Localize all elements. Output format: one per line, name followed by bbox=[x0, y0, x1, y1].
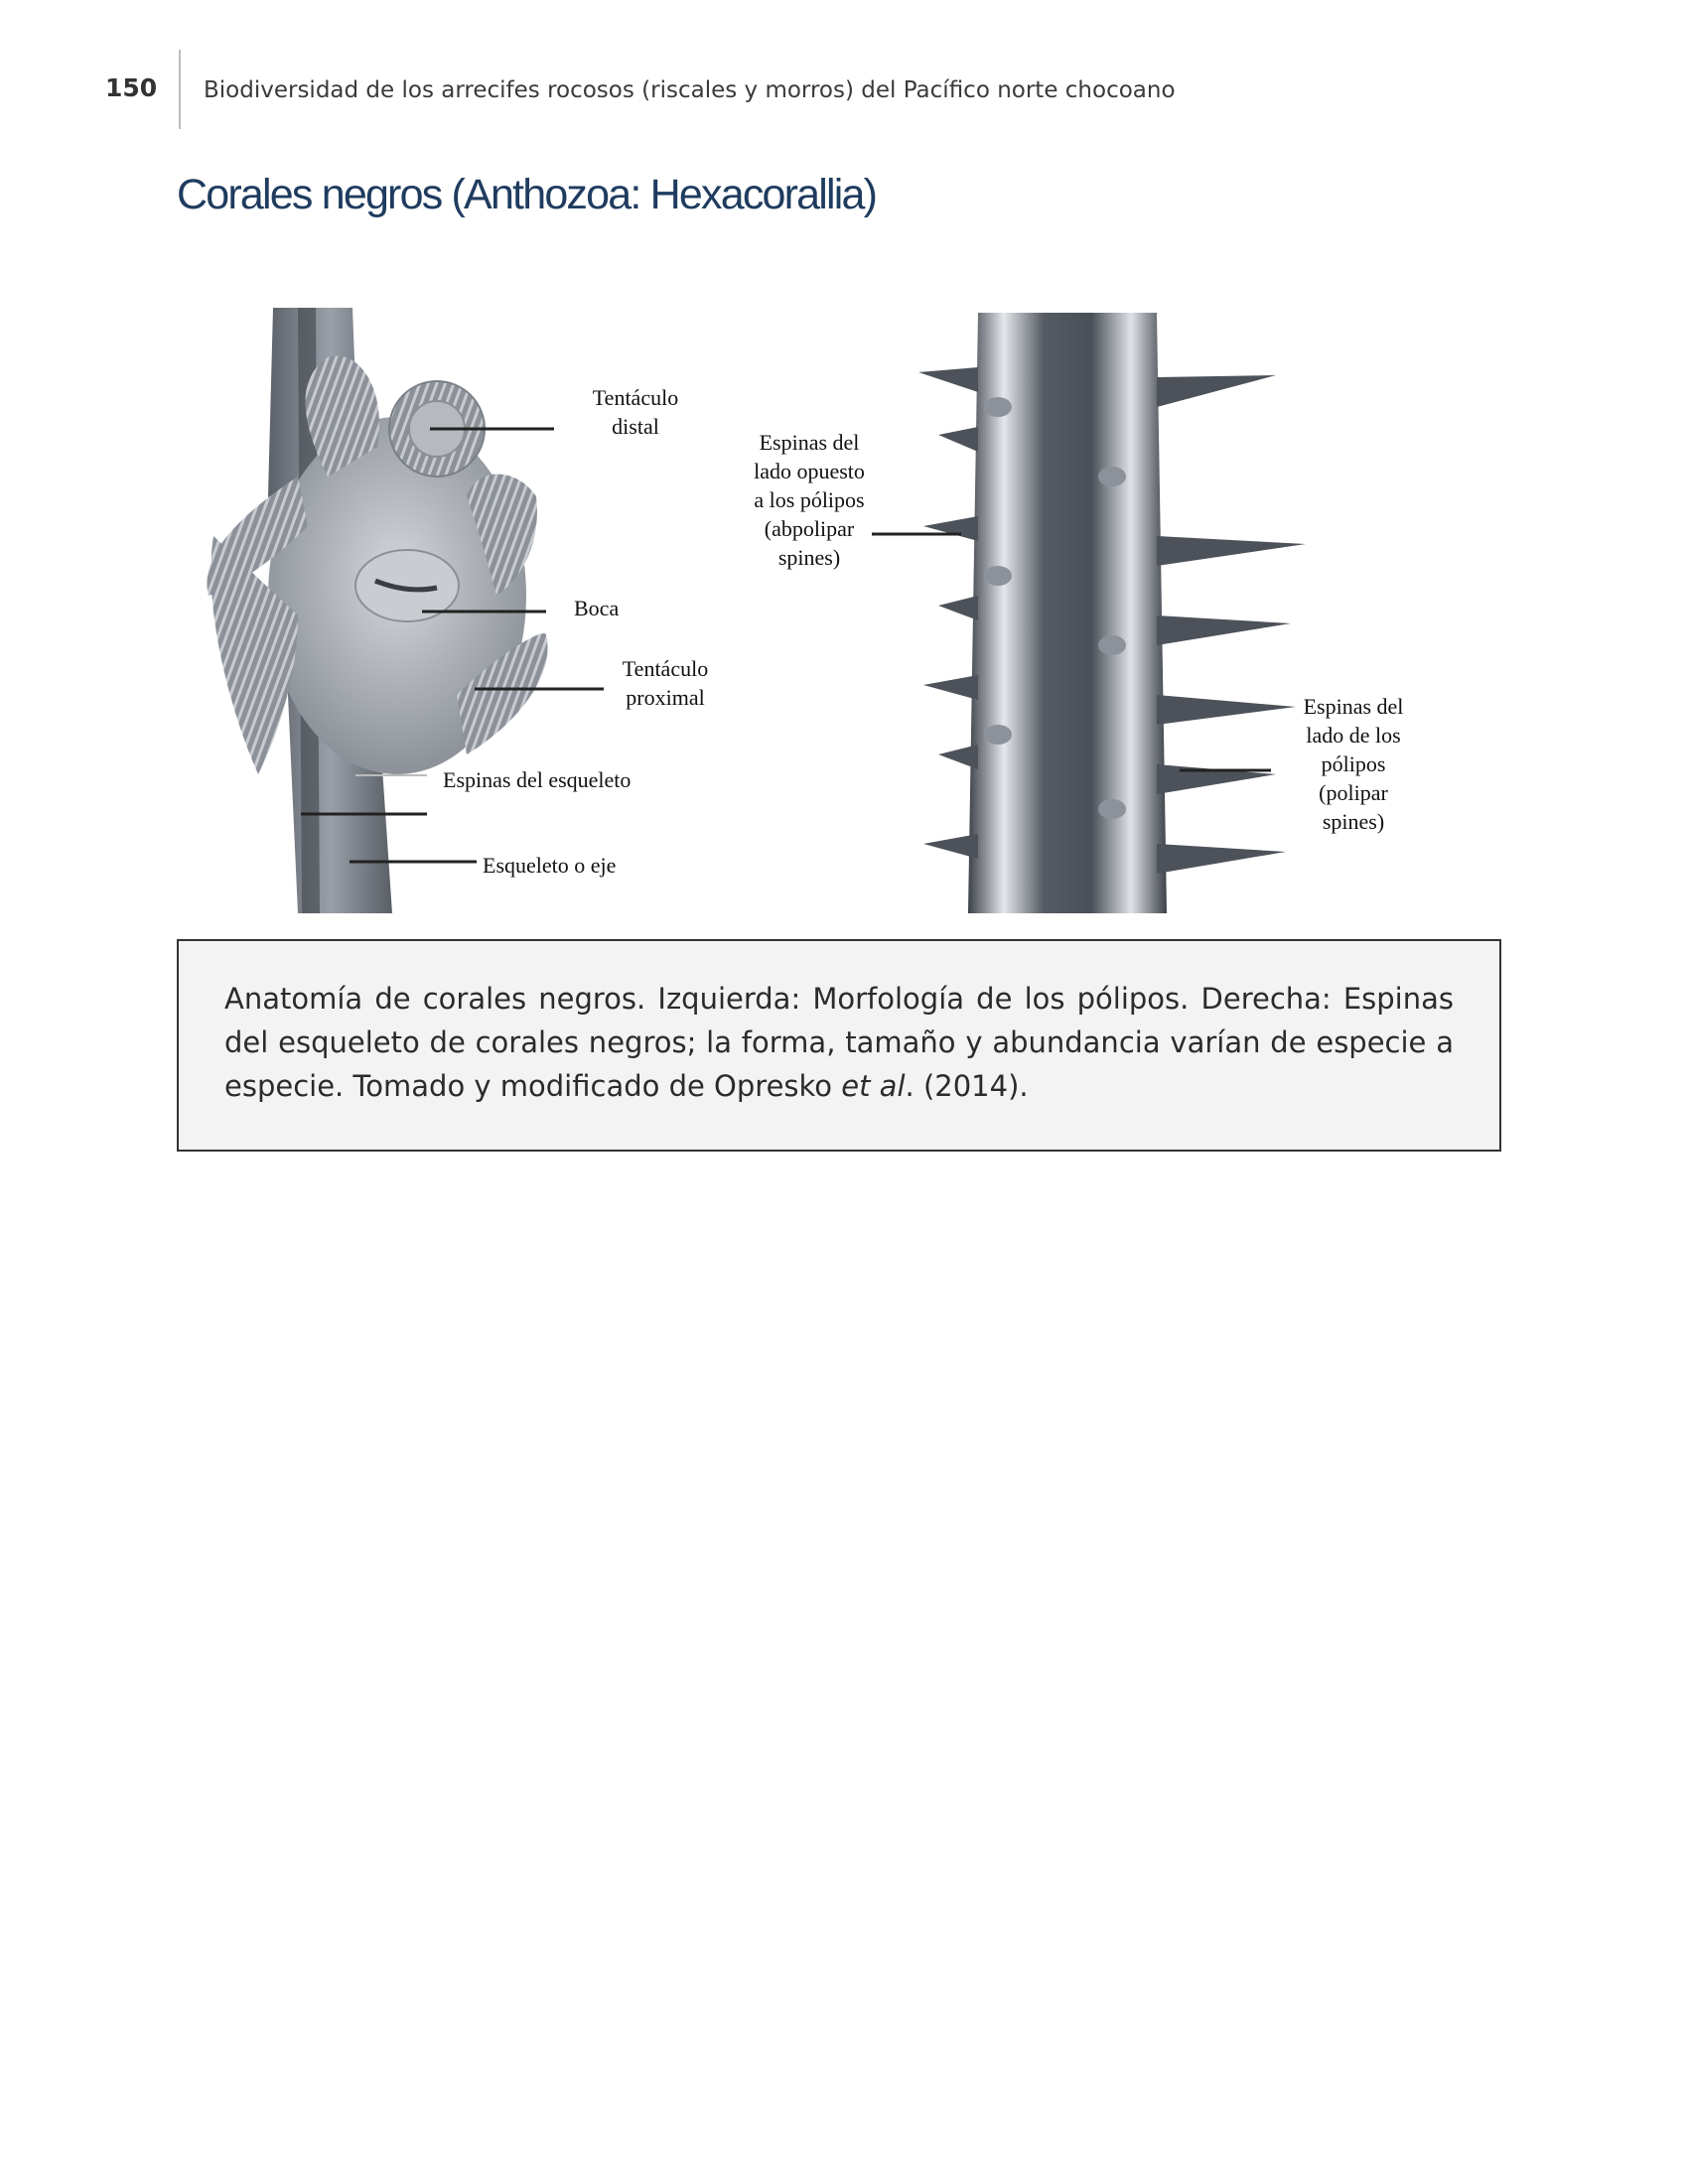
spine-illustration bbox=[872, 313, 1306, 913]
coral-anatomy-figure bbox=[0, 0, 1688, 933]
label-skeletal-spines: Espinas del esqueleto bbox=[443, 767, 632, 792]
label-distal-tentacle: Tentáculo distal bbox=[592, 385, 679, 439]
label-mouth: Boca bbox=[574, 596, 620, 620]
caption-box bbox=[177, 939, 1501, 1152]
label-proximal-tentacle: Tentáculo proximal bbox=[622, 656, 709, 710]
section-title: Corales negros (Anthozoa: Hexacorallia) bbox=[177, 171, 877, 218]
label-polypar-spines: Espinas del lado de los pólipos (polipar spines) bbox=[1303, 694, 1404, 834]
label-abpolypar-spines: Espinas del lado opuesto a los pólipos (abpolipar spines) bbox=[754, 430, 865, 570]
figure-caption: Anatomía de corales negros. Izquierda: Morfología de los pólipos. Derecha: Espinas del esqueleto de corales negros; la forma, tamaño y abundancia varían de especie a especie. Tomado y modificado de Opresko et al. (2014). bbox=[224, 982, 1454, 1103]
label-axis: Esqueleto o eje bbox=[483, 853, 617, 878]
running-title: Biodiversidad de los arrecifes rocosos (riscales y morros) del Pacífico norte chocoano bbox=[204, 77, 1176, 103]
page-number: 150 bbox=[105, 73, 158, 102]
polyp-illustration bbox=[207, 308, 604, 913]
